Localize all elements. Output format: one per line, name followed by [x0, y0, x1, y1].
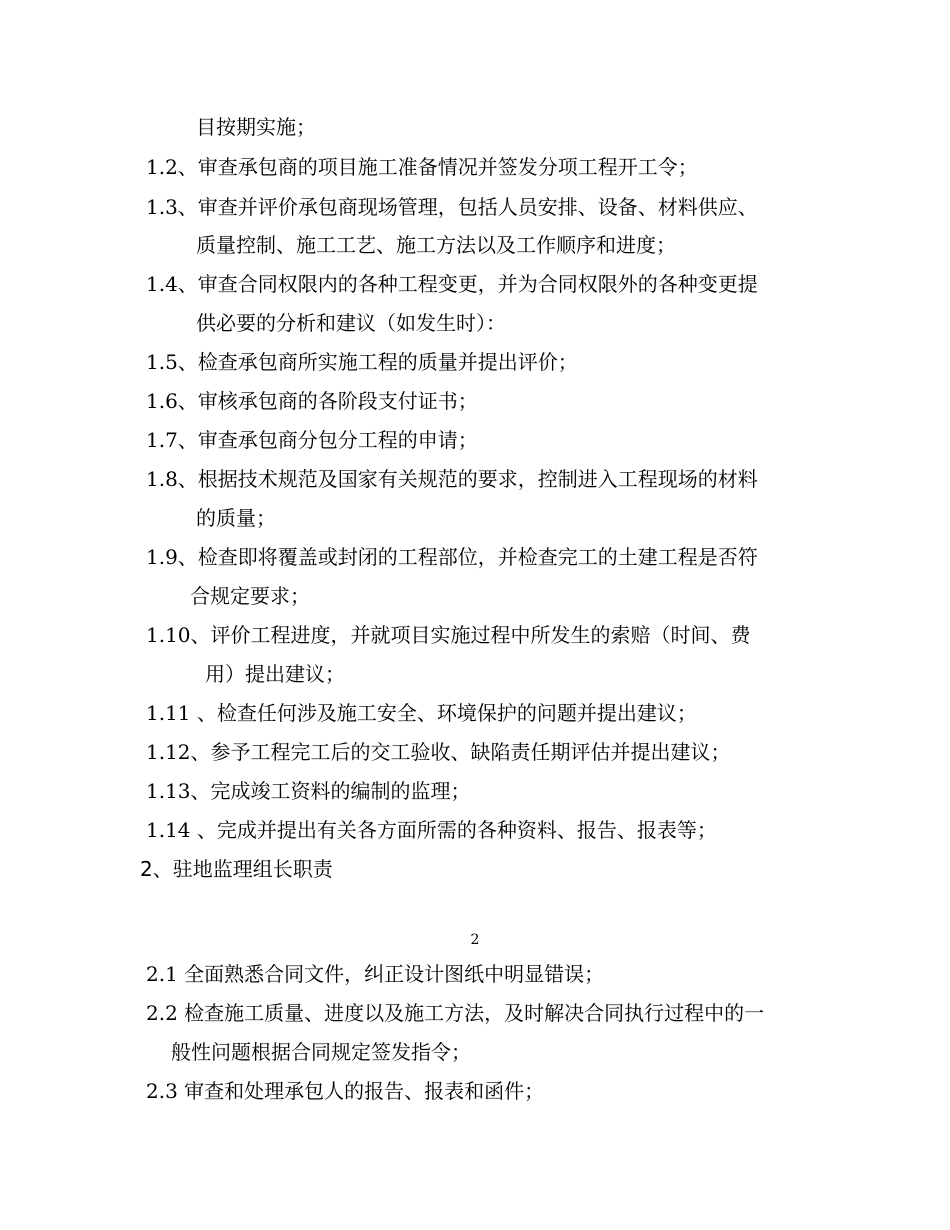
list-item-2-2-cont: 般性问题根据合同规定签发指令；: [171, 1040, 471, 1064]
list-item-1-11: 1.11 、检查任何涉及施工安全、环境保护的问题并提出建议；: [146, 701, 697, 725]
list-item-1-9: 1.9、检查即将覆盖或封闭的工程部位，并检查完工的土建工程是否符: [146, 545, 758, 569]
list-item-1-13: 1.13、完成竣工资料的编制的监理；: [146, 779, 471, 803]
list-item-1-2: 1.2、审查承包商的项目施工准备情况并签发分项工程开工令；: [146, 155, 698, 179]
list-item-1-5: 1.5、检查承包商所实施工程的质量并提出评价；: [146, 350, 578, 374]
list-item-1-6: 1.6、审核承包商的各阶段支付证书；: [146, 389, 478, 413]
list-item-1-12: 1.12、参予工程完工后的交工验收、缺陷责任期评估并提出建议；: [146, 740, 731, 764]
list-item-1-8-cont: 的质量；: [196, 506, 276, 530]
list-item-1-4-cont: 供必要的分析和建议（如发生时）：: [196, 311, 506, 335]
list-item-1-7: 1.7、审查承包商分包分工程的申请；: [146, 428, 478, 452]
list-item-2-2: 2.2 检查施工质量、进度以及施工方法，及时解决合同执行过程中的一: [146, 1001, 765, 1025]
list-item-1-10-cont: 用）提出建议；: [205, 662, 345, 686]
list-item-1-14: 1.14 、完成并提出有关各方面所需的各种资料、报告、报表等；: [146, 818, 717, 842]
section-heading: 2、驻地监理组长职责: [140, 857, 333, 881]
list-item-1-3-cont: 质量控制、施工工艺、施工方法以及工作顺序和进度；: [196, 233, 676, 257]
list-item-1-10: 1.10、评价工程进度，并就项目实施过程中所发生的索赔（时间、费: [146, 623, 751, 647]
page-number: 2: [470, 932, 480, 948]
list-item-2-1: 2.1 全面熟悉合同文件，纠正设计图纸中明显错误；: [146, 962, 605, 986]
list-item-1-3: 1.3、审查并评价承包商现场管理，包括人员安排、设备、材料供应、: [146, 195, 758, 219]
continuation-line: 目按期实施；: [196, 115, 316, 139]
list-item-2-3: 2.3 审查和处理承包人的报告、报表和函件；: [146, 1079, 545, 1103]
list-item-1-8: 1.8、根据技术规范及国家有关规范的要求，控制进入工程现场的材料: [146, 467, 758, 491]
list-item-1-4: 1.4、审查合同权限内的各种工程变更，并为合同权限外的各种变更提: [146, 272, 758, 296]
list-item-1-9-cont: 合规定要求；: [190, 584, 310, 608]
